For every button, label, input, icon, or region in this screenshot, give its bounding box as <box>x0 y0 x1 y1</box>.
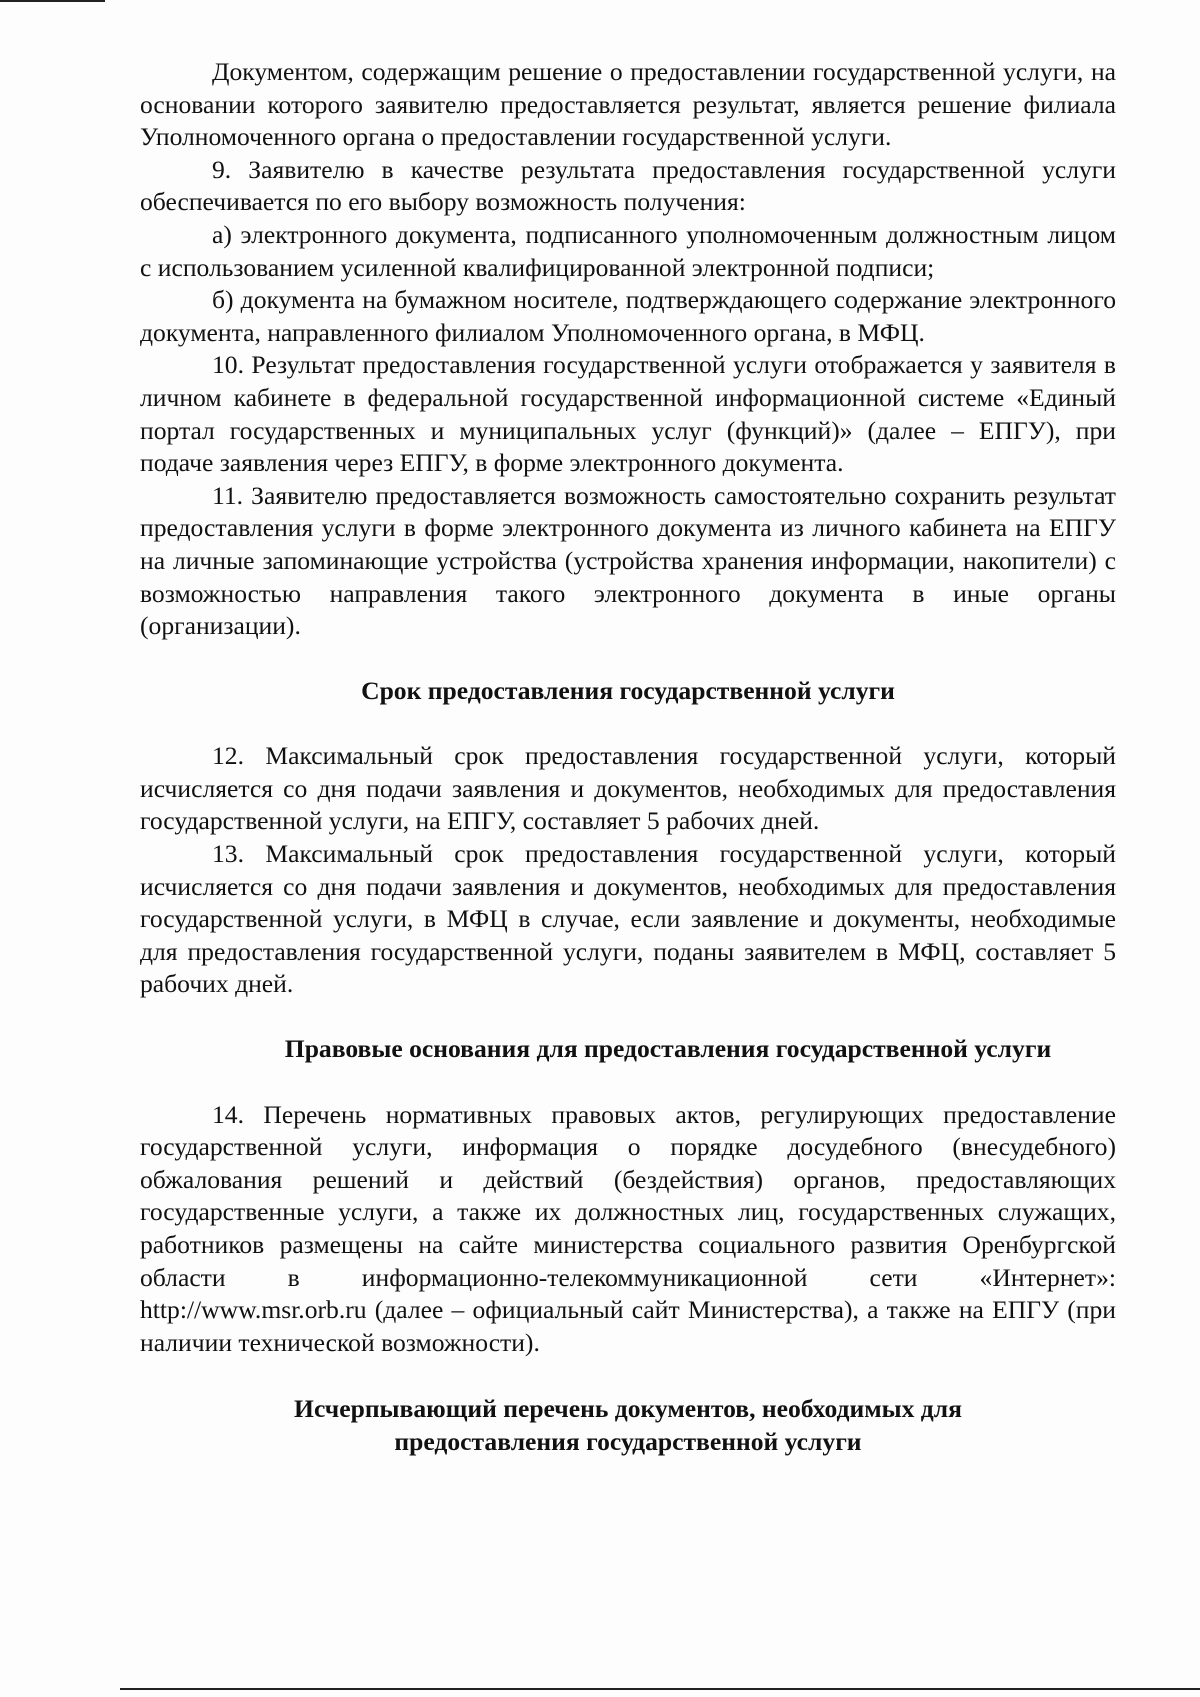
paragraph-11: 11. Заявителю предоставляется возможность самостоятельно сохранить результат предоставления услуги в форме электронного документа из личного кабинета на ЕПГУ на личные запоминающие устройства (устройства хранения информации, накопители) с возможностью направления такого электронного документа в иные органы (организации). <box>140 480 1116 641</box>
paragraph-12: 12. Максимальный срок предоставления государственной услуги, который исчисляется со дня подачи заявления и документов, необходимых для предоставления государственной услуги, на ЕПГУ, составляет 5 рабочих дней. <box>140 741 1116 836</box>
paragraph-decision: Документом, содержащим решение о предоставлении государственной услуги, на основании которого заявителю предоставляется результат, является решение филиала Уполномоченного органа о предоставлении государственной услуги. <box>140 57 1116 152</box>
paragraph-13: 13. Максимальный срок предоставления государственной услуги, который исчисляется со дня подачи заявления и документов, необходимых для предоставления государственной услуги, в МФЦ в случае, если заявление и документы, необходимые для предоставления государственной услуги, поданы заявителем в МФЦ, составляет 5 рабочих дней. <box>140 839 1116 999</box>
section-heading-documents-line-2: предоставления государственной услуги <box>394 1426 862 1456</box>
top-rule <box>0 0 105 2</box>
paragraph-9a: а) электронного документа, подписанного уполномоченным должностным лицом с использованием усиленной квалифицированной электронной подписи; <box>140 219 1116 282</box>
section-heading-term: Срок предоставления государственной услуги <box>361 675 895 705</box>
document-body <box>140 56 1116 1492</box>
section-heading-documents <box>140 1393 1116 1458</box>
paragraph-9b: б) документа на бумажном носителе, подтверждающего содержание электронного документа, направленного филиалом Уполномоченного органа, в МФЦ. <box>140 285 1116 347</box>
section-heading-legal-basis: Правовые основания для предоставления государственной услуги <box>284 1034 1052 1064</box>
section-heading-documents-line-1: Исчерпывающий перечень документов, необходимых для <box>294 1394 962 1424</box>
paragraph-14: 14. Перечень нормативных правовых актов, регулирующих предоставление государственной услуги, информация о порядке досудебного (внесудебного) обжалования решений и действий (бездействия) органов, предоставляющих государственные услуги, а также их должностных лиц, государственных служащих, работников размещены на сайте министерства социального развития Оренбургской области в информационно-телекоммуникационной сети «Интернет»: http://www.msr.orb.ru (далее – официальный сайт Министерства), а также на ЕПГУ (при наличии технической возможности). <box>140 1099 1116 1357</box>
paragraph-10: 10. Результат предоставления государственной услуги отображается у заявителя в личном кабинете в федеральной государственной информационной системе «Единый портал государственных и муниципальных услуг (функций)» (далее – ЕПГУ), при подаче заявления через ЕПГУ, в форме электронного документа. <box>140 350 1116 478</box>
paragraph-9: 9. Заявителю в качестве результата предоставления государственной услуги обеспечивается по его выбору возможность получения: <box>140 154 1116 217</box>
bottom-rule <box>120 1688 1200 1690</box>
